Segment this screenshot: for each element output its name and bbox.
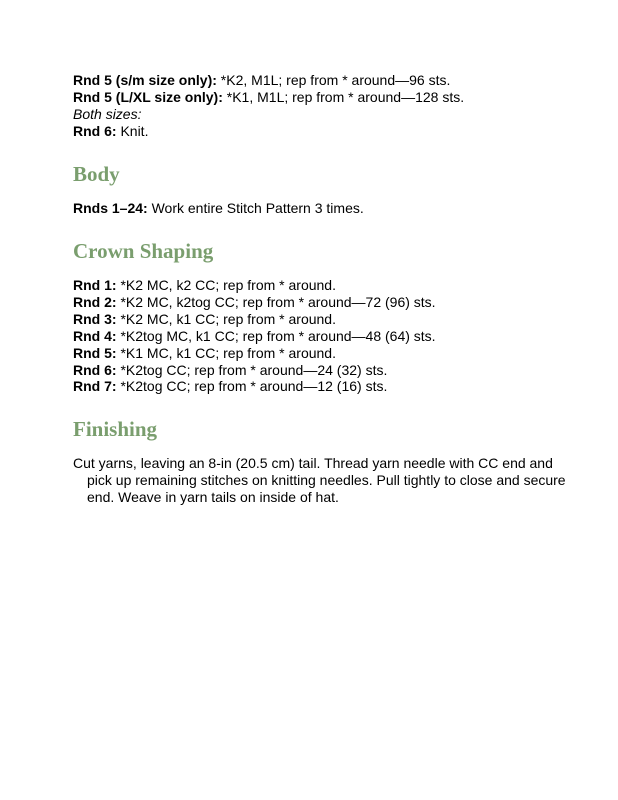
rnd5-sm-line [73, 72, 450, 89]
crown-round-label: Rnd 1: [73, 277, 117, 293]
crown-round-label: Rnd 5: [73, 344, 117, 361]
finishing-heading: Finishing [73, 417, 158, 441]
crown-round-6 [73, 362, 436, 379]
crown-round-2 [73, 294, 436, 311]
body-heading: Body [73, 162, 120, 186]
crown-round-7 [73, 378, 436, 395]
crown-shaping-heading: Crown Shaping [73, 239, 214, 263]
crown-round-label: Rnd 2: [73, 293, 117, 310]
crown-round-text: *K2 MC, k2tog CC; rep from * around—72 (96) sts. [116, 293, 436, 310]
rnd5-sm-text: *K2, M1L; rep from * around—96 sts. [216, 72, 451, 88]
finishing-paragraph: Cut yarns, leaving an 8-in (20.5 cm) tail. Thread yarn needle with CC end and pick up remaining stitches on knitting needles. Pull tightly to close and secure end. Weave in yarn tails on inside of hat. [73, 455, 566, 505]
rnd5-sm-label: Rnd 5 (s/m size only): [73, 72, 217, 88]
crown-round-label: Rnd 3: [73, 310, 117, 327]
rnd5-lxl-label: Rnd 5 (L/XL size only): [73, 89, 223, 105]
crown-round-text: *K1 MC, k1 CC; rep from * around. [116, 344, 336, 361]
rnd6-text: Knit. [116, 123, 149, 139]
crown-round-label: Rnd 7: [73, 378, 117, 395]
rnd6-label: Rnd 6: [73, 123, 117, 139]
both-sizes-line: Both sizes: [73, 106, 142, 122]
crown-round-5 [73, 345, 436, 362]
rnd6-line [73, 123, 148, 140]
crown-rounds-list [73, 277, 436, 395]
body-rnds-label: Rnds 1–24: [73, 200, 148, 216]
crown-round-1 [73, 277, 436, 294]
body-rnds-text: Work entire Stitch Pattern 3 times. [147, 200, 364, 216]
crown-round-text: *K2 MC, k1 CC; rep from * around. [116, 310, 336, 327]
crown-round-4 [73, 328, 436, 345]
body-rnds-line [73, 200, 364, 217]
crown-round-text: *K2tog CC; rep from * around—12 (16) sts. [116, 378, 388, 395]
rnd5-lxl-line [73, 89, 464, 106]
crown-round-label: Rnd 6: [73, 361, 117, 378]
crown-round-text: *K2tog CC; rep from * around—24 (32) sts. [116, 361, 388, 378]
crown-round-text: *K2tog MC, k1 CC; rep from * around—48 (64) sts. [116, 327, 436, 344]
crown-round-label: Rnd 4: [73, 327, 117, 344]
rnd5-lxl-text: *K1, M1L; rep from * around—128 sts. [222, 89, 465, 105]
crown-round-text: *K2 MC, k2 CC; rep from * around. [116, 277, 336, 293]
crown-round-3 [73, 311, 436, 328]
